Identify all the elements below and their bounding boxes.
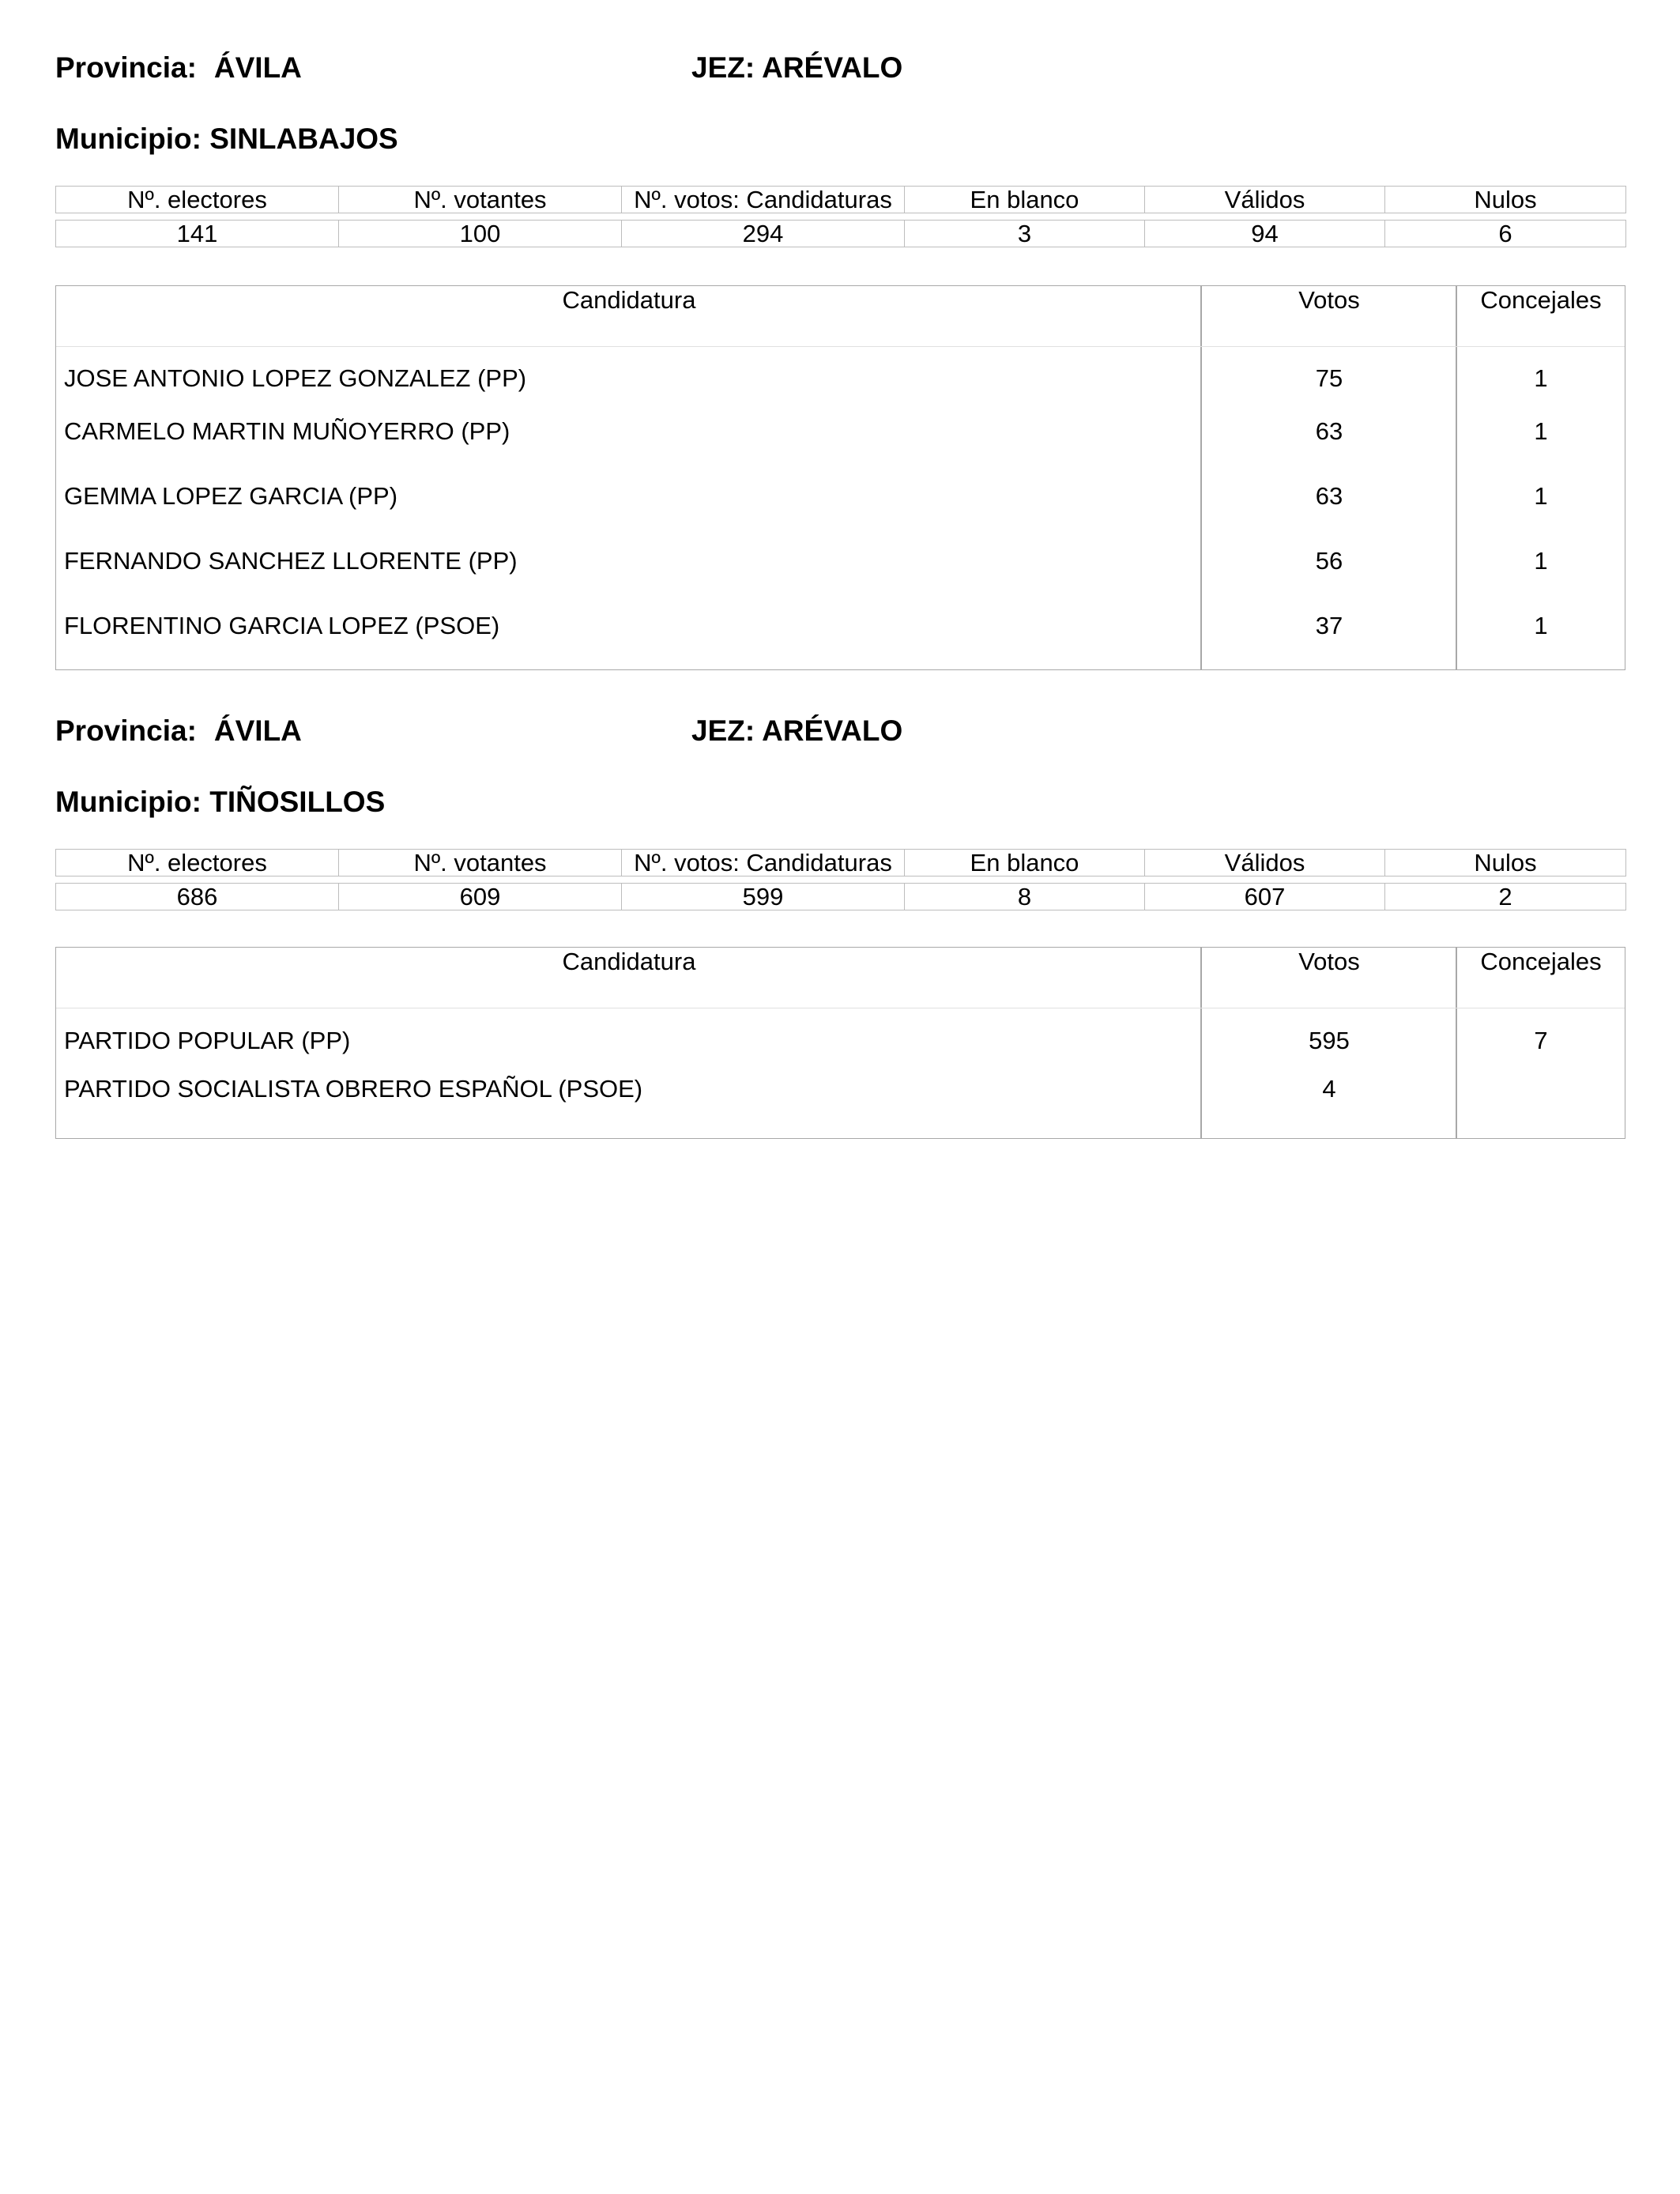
stats-header: Válidos bbox=[1145, 187, 1385, 213]
jez-value: ARÉVALO bbox=[762, 51, 903, 84]
concejales-header: Concejales bbox=[1480, 948, 1602, 975]
stats-header: Válidos bbox=[1145, 850, 1385, 876]
votos-header: Votos bbox=[1298, 286, 1360, 314]
stats-header: Nº. votantes bbox=[339, 187, 622, 213]
results-header-row bbox=[56, 948, 1625, 1008]
stats-header: Nº. votantes bbox=[339, 850, 622, 876]
stats-header: Nº. electores bbox=[56, 850, 339, 876]
table-row bbox=[56, 399, 1625, 464]
candidate-name: CARMELO MARTIN MUÑOYERRO (PP) bbox=[64, 417, 510, 445]
candidate-name: FLORENTINO GARCIA LOPEZ (PSOE) bbox=[64, 612, 500, 639]
jez-label: JEZ: bbox=[691, 51, 755, 84]
candidate-seats: 1 bbox=[1534, 612, 1548, 639]
municipio-label: Municipio: bbox=[55, 123, 202, 155]
provincia-heading bbox=[55, 51, 302, 85]
candidate-votes: 63 bbox=[1315, 417, 1343, 445]
table-row bbox=[56, 529, 1625, 594]
candidate-seats: 1 bbox=[1534, 482, 1548, 510]
stats-value: 609 bbox=[339, 884, 622, 910]
jez-heading bbox=[691, 51, 902, 85]
municipio-label: Municipio: bbox=[55, 786, 202, 818]
candidatura-header: Candidatura bbox=[562, 948, 696, 975]
votos-header: Votos bbox=[1298, 948, 1360, 975]
stats-header: Nº. votos: Candidaturas bbox=[622, 187, 905, 213]
concejales-header: Concejales bbox=[1480, 286, 1602, 314]
stats-value: 686 bbox=[56, 884, 339, 910]
results-header-row bbox=[56, 286, 1625, 347]
candidate-votes: 63 bbox=[1315, 482, 1343, 510]
candidate-name: PARTIDO POPULAR (PP) bbox=[64, 1027, 351, 1054]
municipio-value: SINLABAJOS bbox=[209, 123, 398, 155]
stats-table bbox=[55, 849, 1626, 910]
stats-header: Nº. electores bbox=[56, 187, 339, 213]
stats-value: 2 bbox=[1385, 884, 1626, 910]
stats-value: 6 bbox=[1385, 221, 1626, 247]
provincia-label: Provincia: bbox=[55, 714, 197, 747]
candidate-votes: 595 bbox=[1309, 1027, 1350, 1054]
stats-header: Nulos bbox=[1385, 187, 1626, 213]
table-row bbox=[56, 1008, 1625, 1064]
provincia-value: ÁVILA bbox=[213, 714, 302, 747]
municipio-heading bbox=[55, 122, 398, 156]
stats-header: Nº. votos: Candidaturas bbox=[622, 850, 905, 876]
stats-header-row bbox=[56, 187, 1626, 213]
stats-value-row bbox=[56, 884, 1626, 910]
stats-value: 141 bbox=[56, 221, 339, 247]
results-table bbox=[55, 285, 1625, 670]
stats-value: 294 bbox=[622, 221, 905, 247]
stats-value-row bbox=[56, 221, 1626, 247]
stats-header: En blanco bbox=[905, 187, 1145, 213]
candidate-votes: 75 bbox=[1315, 364, 1343, 392]
candidatura-header: Candidatura bbox=[562, 286, 696, 314]
jez-label: JEZ: bbox=[691, 714, 755, 747]
candidate-seats: 1 bbox=[1534, 417, 1548, 445]
stats-value: 607 bbox=[1145, 884, 1385, 910]
stats-header-row bbox=[56, 850, 1626, 876]
candidate-name: PARTIDO SOCIALISTA OBRERO ESPAÑOL (PSOE) bbox=[64, 1075, 643, 1103]
stats-header: En blanco bbox=[905, 850, 1145, 876]
table-row bbox=[56, 347, 1625, 399]
table-row bbox=[56, 1064, 1625, 1137]
stats-value: 100 bbox=[339, 221, 622, 247]
results-table bbox=[55, 947, 1625, 1139]
jez-value: ARÉVALO bbox=[762, 714, 903, 747]
candidate-name: JOSE ANTONIO LOPEZ GONZALEZ (PP) bbox=[64, 364, 527, 392]
stats-header: Nulos bbox=[1385, 850, 1626, 876]
municipio-heading bbox=[55, 785, 385, 820]
stats-value: 94 bbox=[1145, 221, 1385, 247]
candidate-votes: 37 bbox=[1315, 612, 1343, 639]
candidate-seats: 1 bbox=[1534, 547, 1548, 575]
provincia-heading bbox=[55, 714, 302, 748]
jez-heading bbox=[691, 714, 902, 748]
provincia-value: ÁVILA bbox=[213, 51, 302, 84]
stats-value: 599 bbox=[622, 884, 905, 910]
table-row bbox=[56, 464, 1625, 529]
candidate-votes: 4 bbox=[1322, 1075, 1336, 1103]
candidate-seats: 1 bbox=[1534, 364, 1548, 392]
candidate-votes: 56 bbox=[1315, 547, 1343, 575]
candidate-name: GEMMA LOPEZ GARCIA (PP) bbox=[64, 482, 398, 510]
provincia-label: Provincia: bbox=[55, 51, 197, 84]
candidate-name: FERNANDO SANCHEZ LLORENTE (PP) bbox=[64, 547, 518, 575]
stats-value: 8 bbox=[905, 884, 1145, 910]
candidate-seats: 7 bbox=[1534, 1027, 1548, 1054]
table-row bbox=[56, 594, 1625, 658]
municipio-value: TIÑOSILLOS bbox=[209, 786, 386, 818]
stats-value: 3 bbox=[905, 221, 1145, 247]
stats-table bbox=[55, 186, 1626, 247]
